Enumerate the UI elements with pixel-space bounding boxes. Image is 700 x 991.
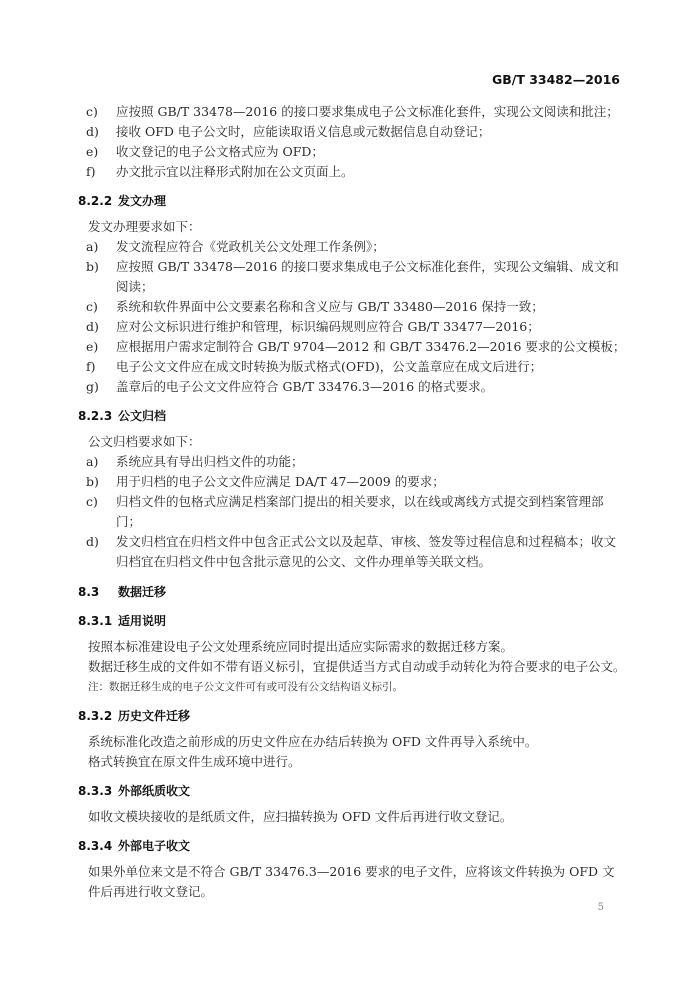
list-item [78,452,626,472]
list-item [78,492,626,532]
section-heading-8-3-3 [78,781,626,801]
list-text: 收文登记的电子公文格式应为 OFD； [116,144,324,159]
list-item [78,337,626,357]
list-text: 归档文件的包格式应满足档案部门提出的相关要求，以在线或离线方式提交到档案管理部门； [116,494,604,529]
section-number: 8.3.2 [78,709,113,723]
list-label: d) [86,124,99,139]
list-item [78,102,626,122]
section-number: 8.2.2 [78,194,113,208]
list-text: 系统应具有导出归档文件的功能； [116,454,304,469]
section-heading-8-2-2 [78,191,626,211]
section-title: 外部纸质收文 [118,784,191,798]
list-text: 应按照 GB/T 33478—2016 的接口要求集成电子公文标准化套件，实现公文编辑、成文和阅读； [116,259,619,294]
section-number: 8.3.1 [78,614,113,628]
list-item [78,532,626,572]
section-title: 外部电子收文 [118,839,191,853]
section-number: 8.3.4 [78,839,113,853]
list-text: 发文流程应符合《党政机关公文处理工作条例》； [116,239,385,254]
archiving-requirements-list [78,452,626,572]
section-number: 8.3 [78,585,100,599]
list-label: d) [86,534,99,549]
section-heading-8-3-1 [78,611,626,631]
list-item [78,297,626,317]
list-text: 电子公文文件应在成文时转换为版式格式(OFD)，公文盖章应在成文后进行； [116,359,543,374]
list-item [78,357,626,377]
page-content [78,102,626,902]
list-label: e) [86,339,99,354]
body-paragraph: 如果外单位来文是不符合 GB/T 33476.3—2016 要求的电子文件，应将该文件转换为 OFD 文件后再进行收文登记。 [88,864,615,899]
note-text: 注：数据迁移生成的电子公文文件可有或可没有公文结构语义标引。 [88,681,403,693]
list-text: 盖章后的电子公文文件应符合 GB/T 33476.3—2016 的格式要求。 [116,379,494,394]
list-item [78,122,626,142]
list-label: c) [86,494,98,509]
section-intro: 发文办理要求如下： [88,219,201,234]
list-text: 办文批示宜以注释形式附加在公文页面上。 [116,164,354,179]
list-item [78,472,626,492]
body-paragraph: 如收文模块接收的是纸质文件，应扫描转换为 OFD 文件后再进行收文登记。 [88,809,513,824]
list-label: d) [86,319,99,334]
list-text: 用于归档的电子公文文件应满足 DA/T 47—2009 的要求； [116,474,445,489]
section-number: 8.3.3 [78,784,113,798]
list-text: 发文归档宜在归档文件中包含正式公文以及起草、审核、签发等过程信息和过程稿本；收文归档宜在归档文件中包含批示意见的公文、文件办理单等关联文档。 [116,534,617,569]
body-paragraph: 格式转换宜在原文件生成环境中进行。 [88,754,301,769]
section-heading-8-3-2 [78,706,626,726]
list-label: f) [86,164,96,179]
list-text: 应根据用户需求定制符合 GB/T 9704—2012 和 GB/T 33476.2—2016 要求的公文模板； [116,339,626,354]
list-item [78,162,626,182]
list-label: c) [86,299,98,314]
section-heading-8-3-4 [78,836,626,856]
section-heading-8-2-3 [78,406,626,426]
section-title: 发文办理 [118,194,167,208]
list-label: b) [86,259,99,274]
list-label: c) [86,104,98,119]
section-intro: 公文归档要求如下： [88,434,201,449]
list-text: 接收 OFD 电子公文时，应能读取语义信息或元数据信息自动登记； [116,124,491,139]
body-paragraph: 数据迁移生成的文件如不带有语义标引，宜提供适当方式自动或手动转化为符合要求的电子公文。 [88,659,626,674]
section-title: 历史文件迁移 [118,709,191,723]
list-item [78,142,626,162]
list-label: e) [86,144,99,159]
section-number: 8.2.3 [78,409,113,423]
list-text: 系统和软件界面中公文要素名称和含义应与 GB/T 33480—2016 保持一致； [116,299,544,314]
list-item [78,377,626,397]
page-number: 5 [597,902,604,913]
list-label: a) [86,239,99,254]
list-text: 应对公文标识进行维护和管理，标识编码规则应符合 GB/T 33477—2016； [116,319,540,334]
section-heading-8-3 [78,582,626,602]
dispatch-requirements-list [78,237,626,397]
list-item [78,237,626,257]
list-item [78,257,626,297]
list-label: g) [86,379,99,394]
section-title: 适用说明 [118,614,167,628]
list-label: f) [86,359,96,374]
section-title: 数据迁移 [118,585,167,599]
list-item [78,317,626,337]
list-label: a) [86,454,99,469]
body-paragraph: 系统标准化改造之前形成的历史文件应在办结后转换为 OFD 文件再导入系统中。 [88,734,538,749]
body-paragraph: 按照本标准建设电子公文处理系统应同时提出适应实际需求的数据迁移方案。 [88,639,514,654]
standard-code-header: GB/T 33482—2016 [491,72,620,87]
receipt-list-continued [78,102,626,182]
list-label: b) [86,474,99,489]
list-text: 应按照 GB/T 33478—2016 的接口要求集成电子公文标准化套件，实现公文阅读和批注； [116,104,619,119]
section-title: 公文归档 [118,409,167,423]
